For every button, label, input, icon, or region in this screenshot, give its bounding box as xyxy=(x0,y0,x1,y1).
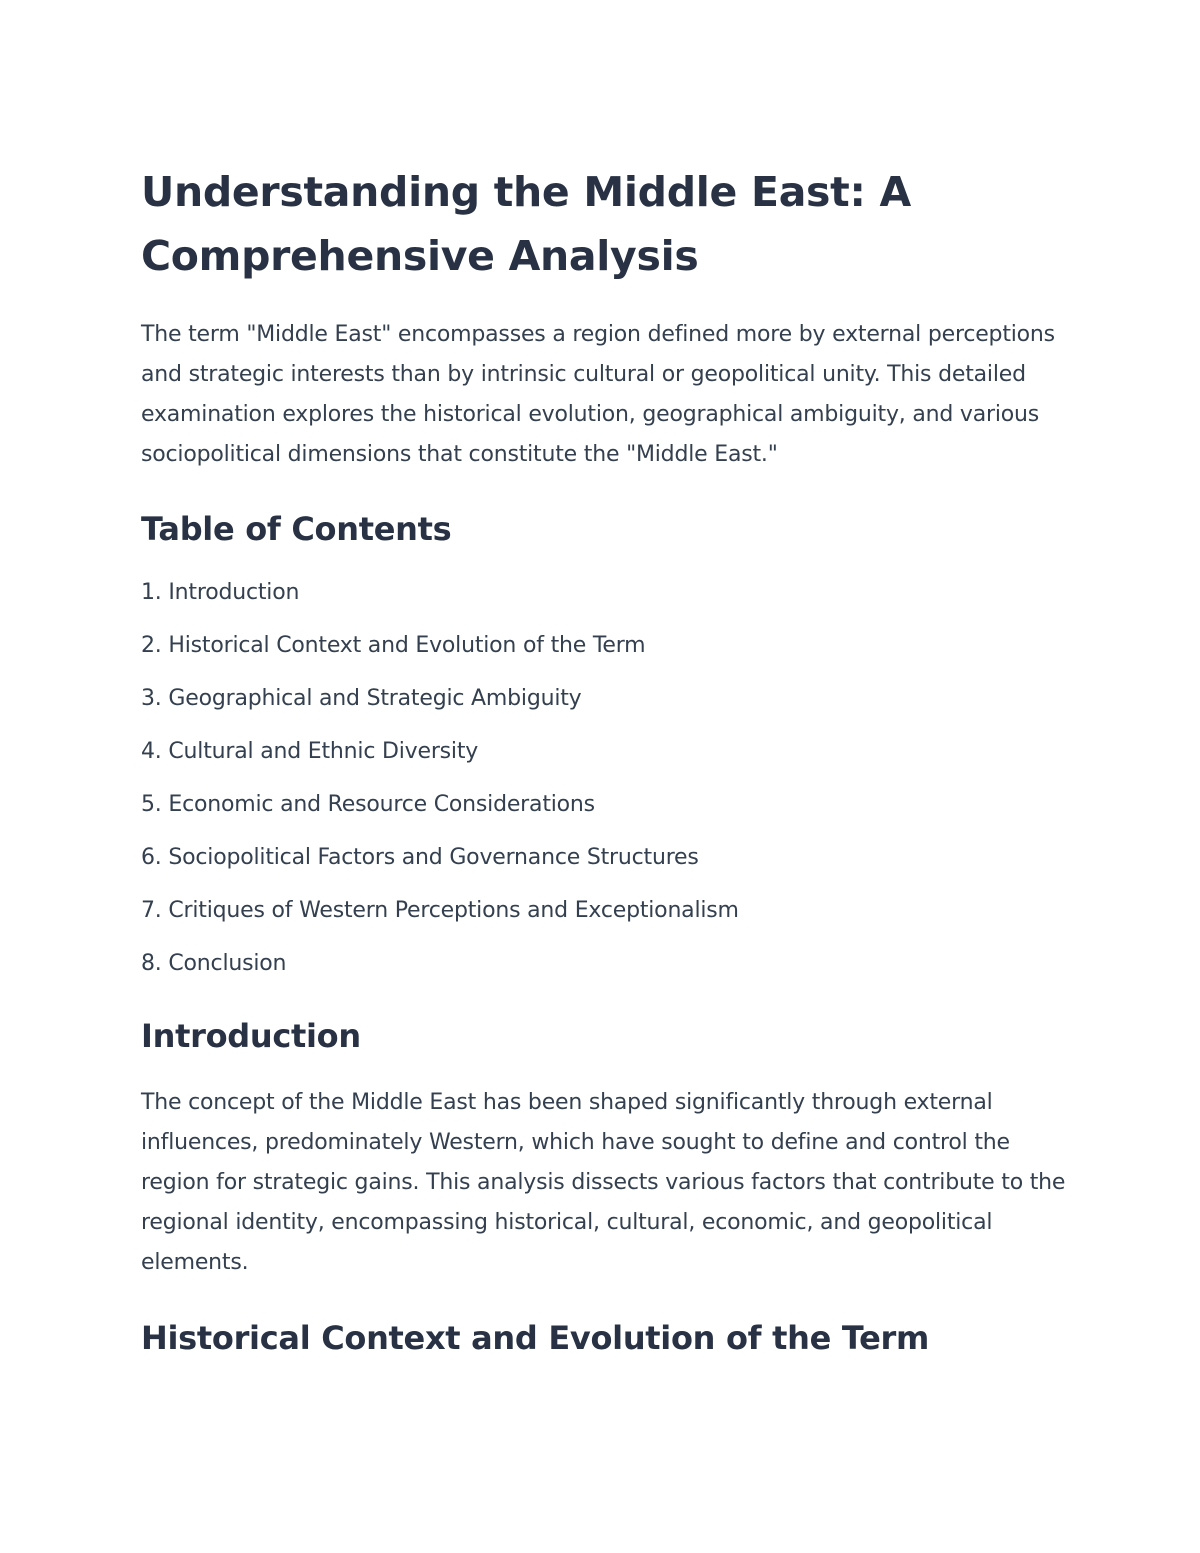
table-of-contents xyxy=(141,573,1071,984)
toc-item-label: Cultural and Ethnic Diversity xyxy=(168,739,479,764)
toc-item-label: Economic and Resource Considerations xyxy=(168,792,595,817)
toc-item[interactable] xyxy=(141,626,1071,679)
toc-item-number: 3. xyxy=(141,686,162,711)
intro-paragraph: The term "Middle East" encompasses a region defined more by external perceptions and strategic interests than by intrinsic cultural or geopolitical unity. This detailed examination explores the historical evolution, geographical ambiguity, and various sociopolitical dimensions that constitute the "Middle East." xyxy=(141,322,1055,467)
toc-item-label: Conclusion xyxy=(168,951,287,976)
toc-item-label: Sociopolitical Factors and Governance Structures xyxy=(168,845,699,870)
toc-item-label: Geographical and Strategic Ambiguity xyxy=(168,686,582,711)
document-title: Understanding the Middle East: A Comprehensive Analysis xyxy=(141,168,911,280)
toc-item[interactable] xyxy=(141,891,1071,944)
toc-item[interactable] xyxy=(141,732,1071,785)
toc-item-number: 2. xyxy=(141,633,162,658)
toc-item[interactable] xyxy=(141,785,1071,838)
toc-item-label: Historical Context and Evolution of the Term xyxy=(168,633,646,658)
toc-item-label: Critiques of Western Perceptions and Exceptionalism xyxy=(168,898,739,923)
toc-item[interactable] xyxy=(141,573,1071,626)
toc-item-number: 6. xyxy=(141,845,162,870)
toc-item-label: Introduction xyxy=(168,580,300,605)
toc-item-number: 4. xyxy=(141,739,162,764)
section-heading-historical-context: Historical Context and Evolution of the Term xyxy=(141,1319,930,1357)
toc-item[interactable] xyxy=(141,838,1071,891)
toc-item-number: 1. xyxy=(141,580,162,605)
toc-item-number: 7. xyxy=(141,898,162,923)
toc-item[interactable] xyxy=(141,944,1071,984)
toc-heading: Table of Contents xyxy=(141,510,452,548)
section-body-introduction: The concept of the Middle East has been shaped significantly through external influences, predominately Western, which have sought to define and control the region for strategic gains. This analysis dissects various factors that contribute to the regional identity, encompassing historical, cultural, economic, and geopolitical elements. xyxy=(141,1090,1066,1275)
toc-item-number: 5. xyxy=(141,792,162,817)
section-heading-introduction: Introduction xyxy=(141,1017,361,1055)
document-page xyxy=(141,160,1071,1358)
toc-item[interactable] xyxy=(141,679,1071,732)
toc-item-number: 8. xyxy=(141,951,162,976)
